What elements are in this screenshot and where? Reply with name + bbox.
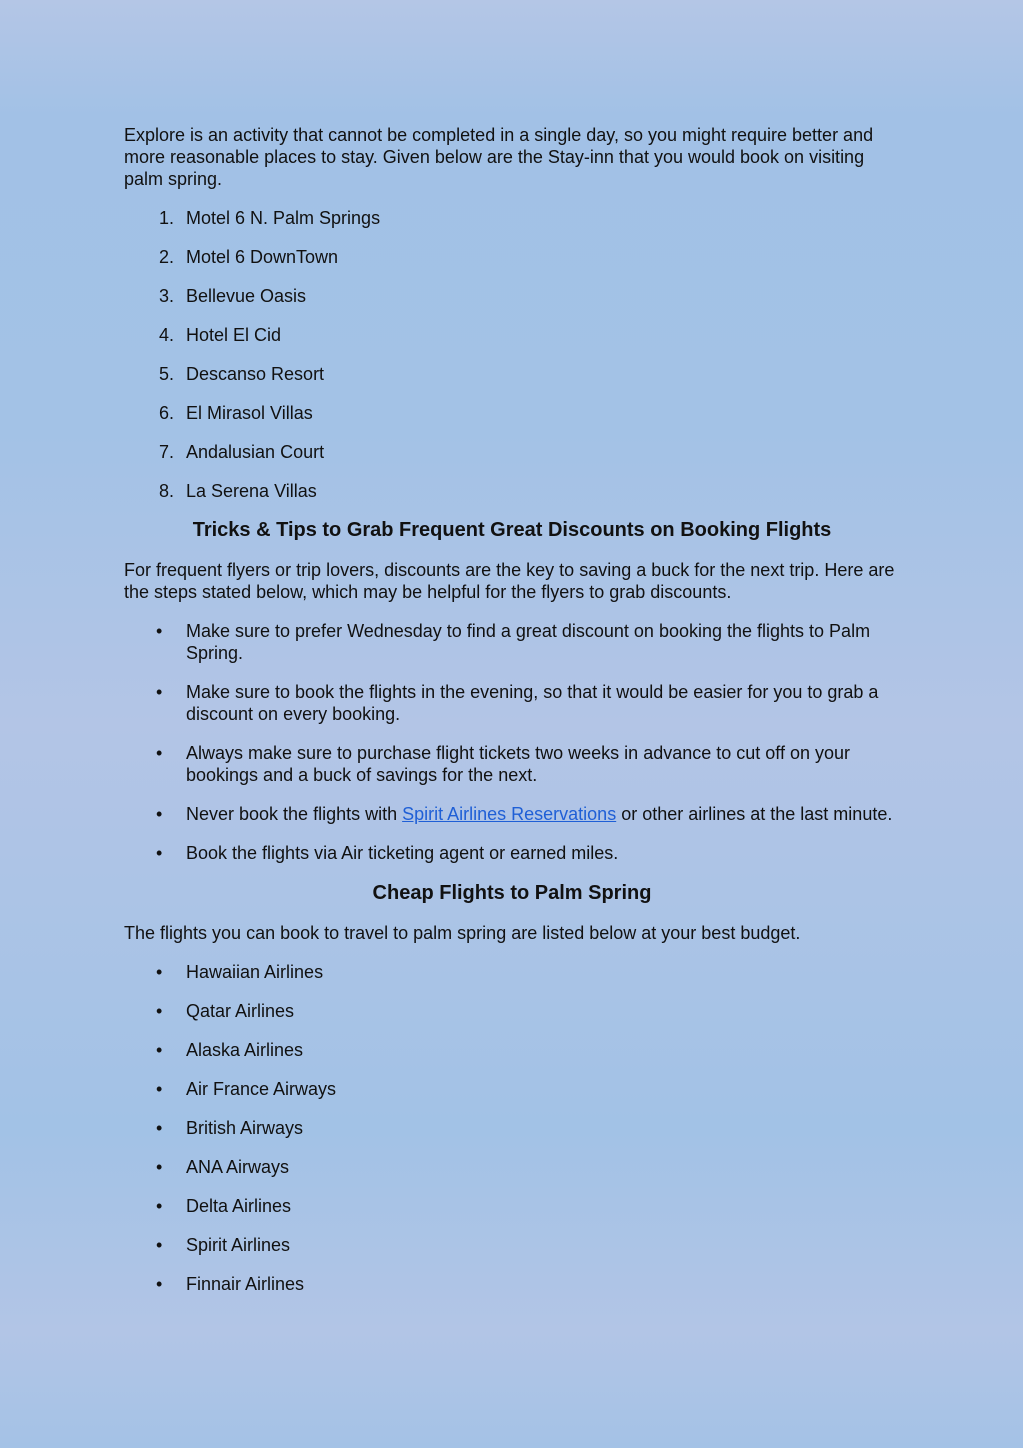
bullet-icon: • <box>156 1040 163 1060</box>
tricks-heading: Tricks & Tips to Grab Frequent Great Discounts on Booking Flights <box>192 519 832 541</box>
cheap-flights-intro: The flights you can book to travel to palm spring are listed below at your best budget. <box>124 923 801 943</box>
bullet-icon: • <box>156 962 163 982</box>
list-item: 1. Motel 6 N. Palm Springs <box>158 208 381 228</box>
list-item: • ANA Airways <box>156 1157 290 1177</box>
bullet-icon: • <box>156 804 163 824</box>
list-item: 5. Descanso Resort <box>158 364 325 384</box>
cheap-flights-heading: Cheap Flights to Palm Spring <box>372 882 652 904</box>
list-item: • Air France Airways <box>156 1079 337 1099</box>
intro-paragraph: Explore is an activity that cannot be completed in a single day, so you might require better and more reasonable places to stay. Given below are the Stay-inn that you would book on visiting palm spring. <box>124 125 874 189</box>
list-item: • Delta Airlines <box>156 1196 292 1216</box>
tips-list <box>124 620 900 864</box>
list-item: 8. La Serena Villas <box>158 481 317 501</box>
list-item: • Make sure to prefer Wednesday to find a great discount on booking the flights to Palm Spring. <box>156 621 871 663</box>
spirit-airlines-reservations-link[interactable]: Spirit Airlines Reservations <box>402 804 617 824</box>
list-item: 4. Hotel El Cid <box>158 325 282 345</box>
list-item: • Spirit Airlines <box>156 1235 291 1255</box>
bullet-icon: • <box>156 621 163 641</box>
tricks-intro: For frequent flyers or trip lovers, discounts are the key to saving a buck for the next trip. Here are the steps stated below, which may be helpful for the flyers to grab discounts. <box>124 560 895 602</box>
stay-list <box>124 207 900 502</box>
list-item: • Hawaiian Airlines <box>156 962 324 982</box>
list-item: • Make sure to book the flights in the evening, so that it would be easier for you to grab a discount on every booking. <box>156 682 879 724</box>
bullet-icon: • <box>156 682 163 702</box>
list-item: • Finnair Airlines <box>156 1274 305 1294</box>
list-item: 3. Bellevue Oasis <box>158 286 307 306</box>
airlines-list <box>124 961 900 1295</box>
list-item: 7. Andalusian Court <box>158 442 325 462</box>
bullet-icon: • <box>156 1157 163 1177</box>
bullet-icon: • <box>156 1118 163 1138</box>
list-item: • Alaska Airlines <box>156 1040 304 1060</box>
bullet-icon: • <box>156 1079 163 1099</box>
bullet-icon: • <box>156 1235 163 1255</box>
list-item: • British Airways <box>156 1118 304 1138</box>
list-item: • Never book the flights with Spirit Airlines Reservations or other airlines at the last minute. <box>156 804 893 824</box>
document-body <box>124 124 900 1312</box>
bullet-icon: • <box>156 1274 163 1294</box>
list-item: 2. Motel 6 DownTown <box>158 247 339 267</box>
list-item: • Book the flights via Air ticketing agent or earned miles. <box>156 843 619 863</box>
bullet-icon: • <box>156 1001 163 1021</box>
bullet-icon: • <box>156 743 163 763</box>
bullet-icon: • <box>156 843 163 863</box>
list-item: • Qatar Airlines <box>156 1001 295 1021</box>
list-item: • Always make sure to purchase flight tickets two weeks in advance to cut off on your bookings and a buck of savings for the next. <box>156 743 850 785</box>
list-item: 6. El Mirasol Villas <box>158 403 313 423</box>
bullet-icon: • <box>156 1196 163 1216</box>
